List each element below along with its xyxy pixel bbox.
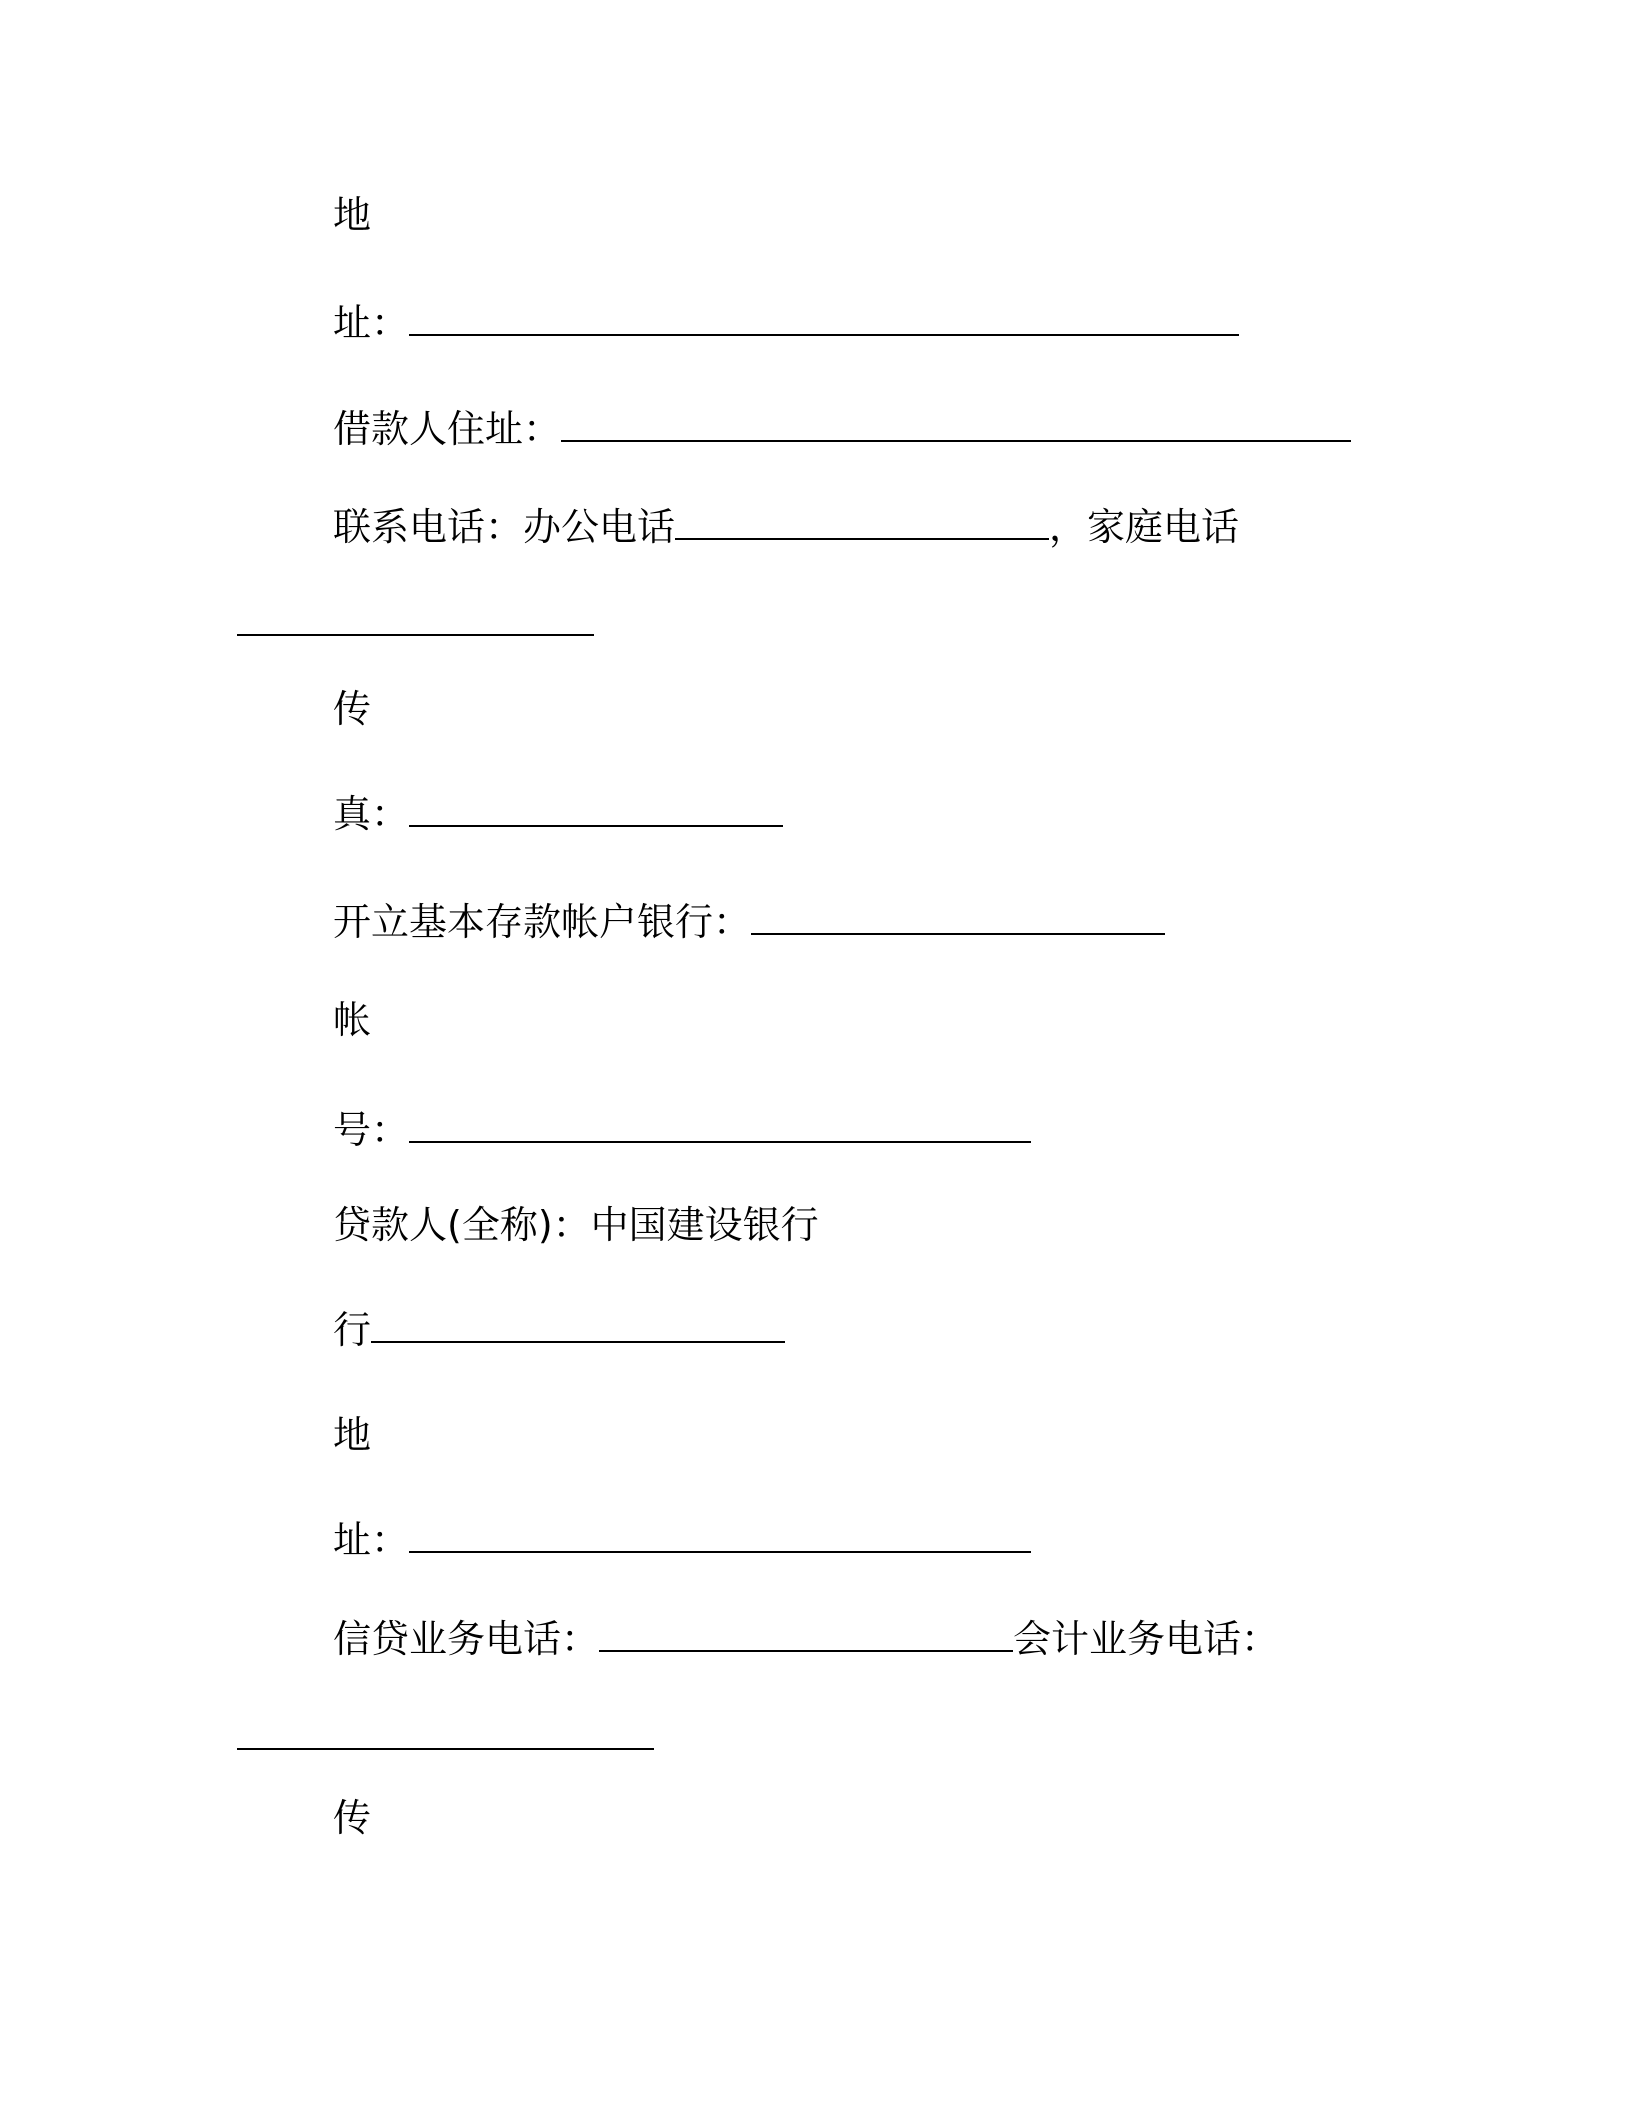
- borrower-address-line: [333, 298, 1239, 348]
- lender-address-label: 址：: [333, 1518, 410, 1562]
- text-line-lender-fax-char1: [333, 1793, 371, 1843]
- home-phone-continuation-line: [237, 598, 594, 648]
- office-phone-blank[interactable]: [675, 508, 1049, 540]
- home-phone-blank[interactable]: [237, 604, 594, 636]
- home-phone-label: ，家庭电话: [1049, 505, 1240, 549]
- accounting-phone-label: 会计业务电话：: [1013, 1617, 1280, 1661]
- branch-blank[interactable]: [371, 1311, 785, 1343]
- address-blank[interactable]: [409, 304, 1239, 336]
- business-phone-line: [333, 1614, 1279, 1664]
- address-label: 址：: [333, 301, 410, 345]
- credit-phone-label: 信贷业务电话：: [333, 1617, 600, 1661]
- lender-address-blank[interactable]: [409, 1521, 1031, 1553]
- bank-label: 开立基本存款帐户银行：: [333, 900, 752, 944]
- residence-label: 借款人住址：: [333, 407, 562, 451]
- line-text: 地: [333, 193, 372, 237]
- lender-branch-line: [333, 1305, 785, 1355]
- account-label: 号：: [333, 1108, 410, 1152]
- branch-label: 行: [333, 1308, 372, 1352]
- text-line-account-char1: [333, 995, 371, 1045]
- line-text: 地: [333, 1413, 372, 1457]
- fax-blank[interactable]: [409, 795, 783, 827]
- text-line-fax-char1: [333, 684, 371, 734]
- line-text: 帐: [333, 998, 372, 1042]
- contact-phone-line: [333, 502, 1239, 552]
- line-text: 传: [333, 1796, 372, 1840]
- account-blank[interactable]: [409, 1111, 1031, 1143]
- accounting-phone-continuation-line: [237, 1712, 654, 1762]
- accounting-phone-blank[interactable]: [237, 1718, 654, 1750]
- bank-blank[interactable]: [751, 903, 1165, 935]
- lender-text: 贷款人(全称)：中国建设银行: [333, 1203, 819, 1247]
- fax-label: 真：: [333, 792, 410, 836]
- credit-phone-blank[interactable]: [599, 1620, 1013, 1652]
- text-line-lender-address-char1: [333, 1410, 371, 1460]
- lender-name-line: [333, 1200, 819, 1250]
- office-phone-label: 联系电话：办公电话: [333, 505, 676, 549]
- bank-line: [333, 897, 1165, 947]
- text-line-address-char1: [333, 190, 371, 240]
- line-text: 传: [333, 687, 372, 731]
- residence-blank[interactable]: [561, 410, 1351, 442]
- fax-line: [333, 789, 783, 839]
- lender-address-line: [333, 1515, 1031, 1565]
- account-number-line: [333, 1105, 1031, 1155]
- borrower-residence-line: [333, 404, 1351, 454]
